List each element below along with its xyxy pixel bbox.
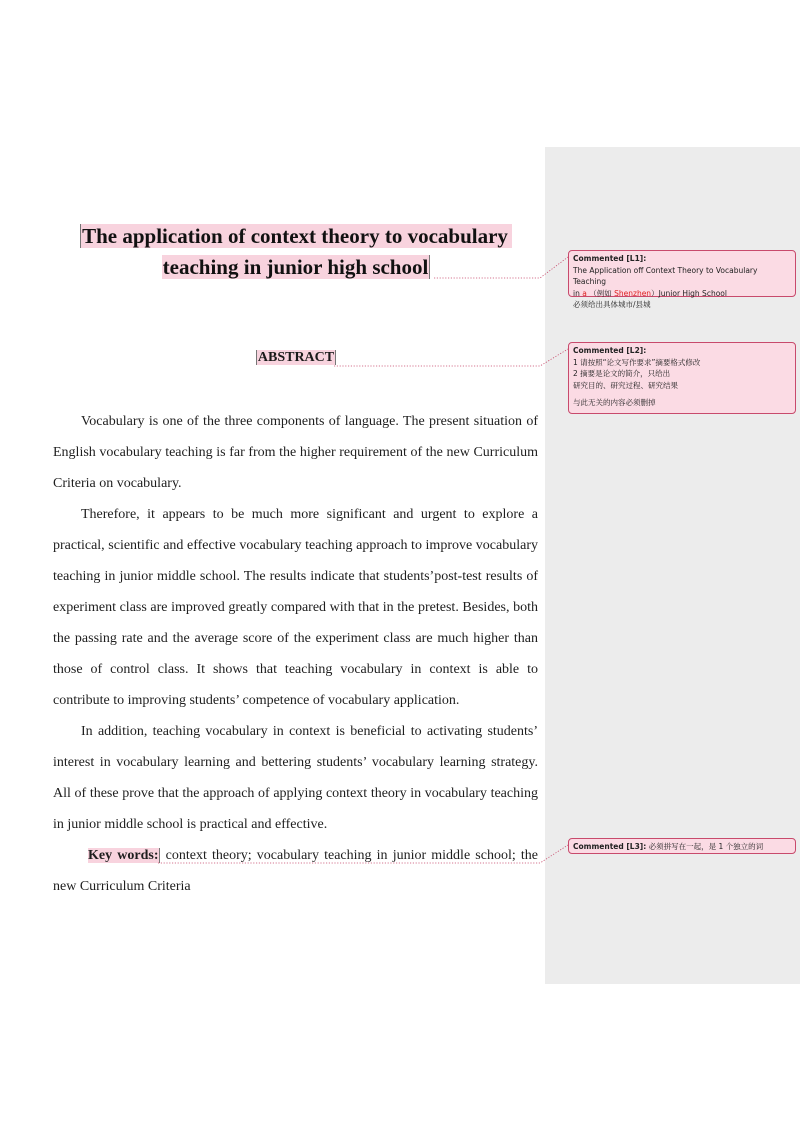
abstract-heading-text: ABSTRACT — [257, 350, 335, 365]
comment-l1-line2-red1: a — [582, 288, 587, 298]
keywords-label — [88, 848, 160, 863]
abstract-paragraph-2: Therefore, it appears to be much more significant and urgent to explore a practical, scientific and effective vocabulary teaching approach to improve vocabulary teaching in junior middle school. The results indicate that students’post-test results of experiment class are improved greatly compared with that in the pretest. Besides, both the passing rate and the average score of the experiment class are much higher than those of control class. It shows that teaching vocabulary in context is able to contribute to improving students’ competence of vocabulary application. — [53, 507, 538, 708]
comment-l1-line2 — [573, 288, 791, 300]
comment-l1-line2-red2: Shenzhen — [614, 288, 652, 298]
comment-l1-line2-a: in — [573, 288, 583, 298]
comment-l1-header: Commented [L1]: — [573, 254, 647, 263]
comment-l1-line1: The Application off Context Theory to Vocabulary Teaching — [573, 265, 758, 286]
abstract-heading[interactable] — [53, 348, 539, 368]
comment-l1-line2-b: （例如 — [586, 288, 615, 298]
abstract-paragraph-3: In addition, teaching vocabulary in context is beneficial to activating students’ interest in vocabulary learning and bettering students’ vocabulary learning strategy. All of these prove that the approach of applying context theory in vocabulary teaching in junior middle school is practical and effective. — [53, 724, 538, 832]
keywords-label-text: Key words — [88, 848, 154, 863]
document-title[interactable] — [53, 221, 539, 283]
comment-l3-header: Commented [L3]: — [573, 842, 647, 851]
comment-l2-line3: 研究目的、研究过程、研究结果 — [573, 380, 678, 390]
abstract-body[interactable] — [53, 406, 538, 902]
keywords-colon: : — [153, 848, 159, 863]
title-line-2: teaching in junior high school — [162, 255, 429, 279]
comment-l3[interactable] — [568, 838, 796, 854]
title-line-1: The application of context theory to vocabulary — [80, 224, 512, 248]
keywords-paragraph — [53, 840, 538, 902]
abstract-paragraph-1: Vocabulary is one of the three components of language. The present situation of English vocabulary teaching is far from the higher requirement of the new Curriculum Criteria on vocabulary. — [53, 414, 538, 491]
comment-l2-line4: 与此无关的内容必须删掉 — [573, 398, 656, 407]
comment-l1-line3: 必须给出具体城市/县城 — [573, 300, 651, 309]
comment-l2-line2: 2 摘要是论文的简介，只给出 — [573, 369, 671, 378]
comment-l1-line2-c: ）Junior High School — [651, 288, 727, 298]
comment-l2[interactable] — [568, 342, 796, 414]
keywords-text: context theory; vocabulary teaching in junior middle school; the new Curriculum Criteria — [53, 848, 538, 894]
comment-l3-text: 必须拼写在一起，是 1 个独立的词 — [646, 842, 764, 851]
comment-l2-line1: 1 请按照“论文写作要求”摘要格式修改 — [573, 357, 701, 367]
comment-l1[interactable] — [568, 250, 796, 309]
comment-l2-header: Commented [L2]: — [573, 346, 647, 355]
